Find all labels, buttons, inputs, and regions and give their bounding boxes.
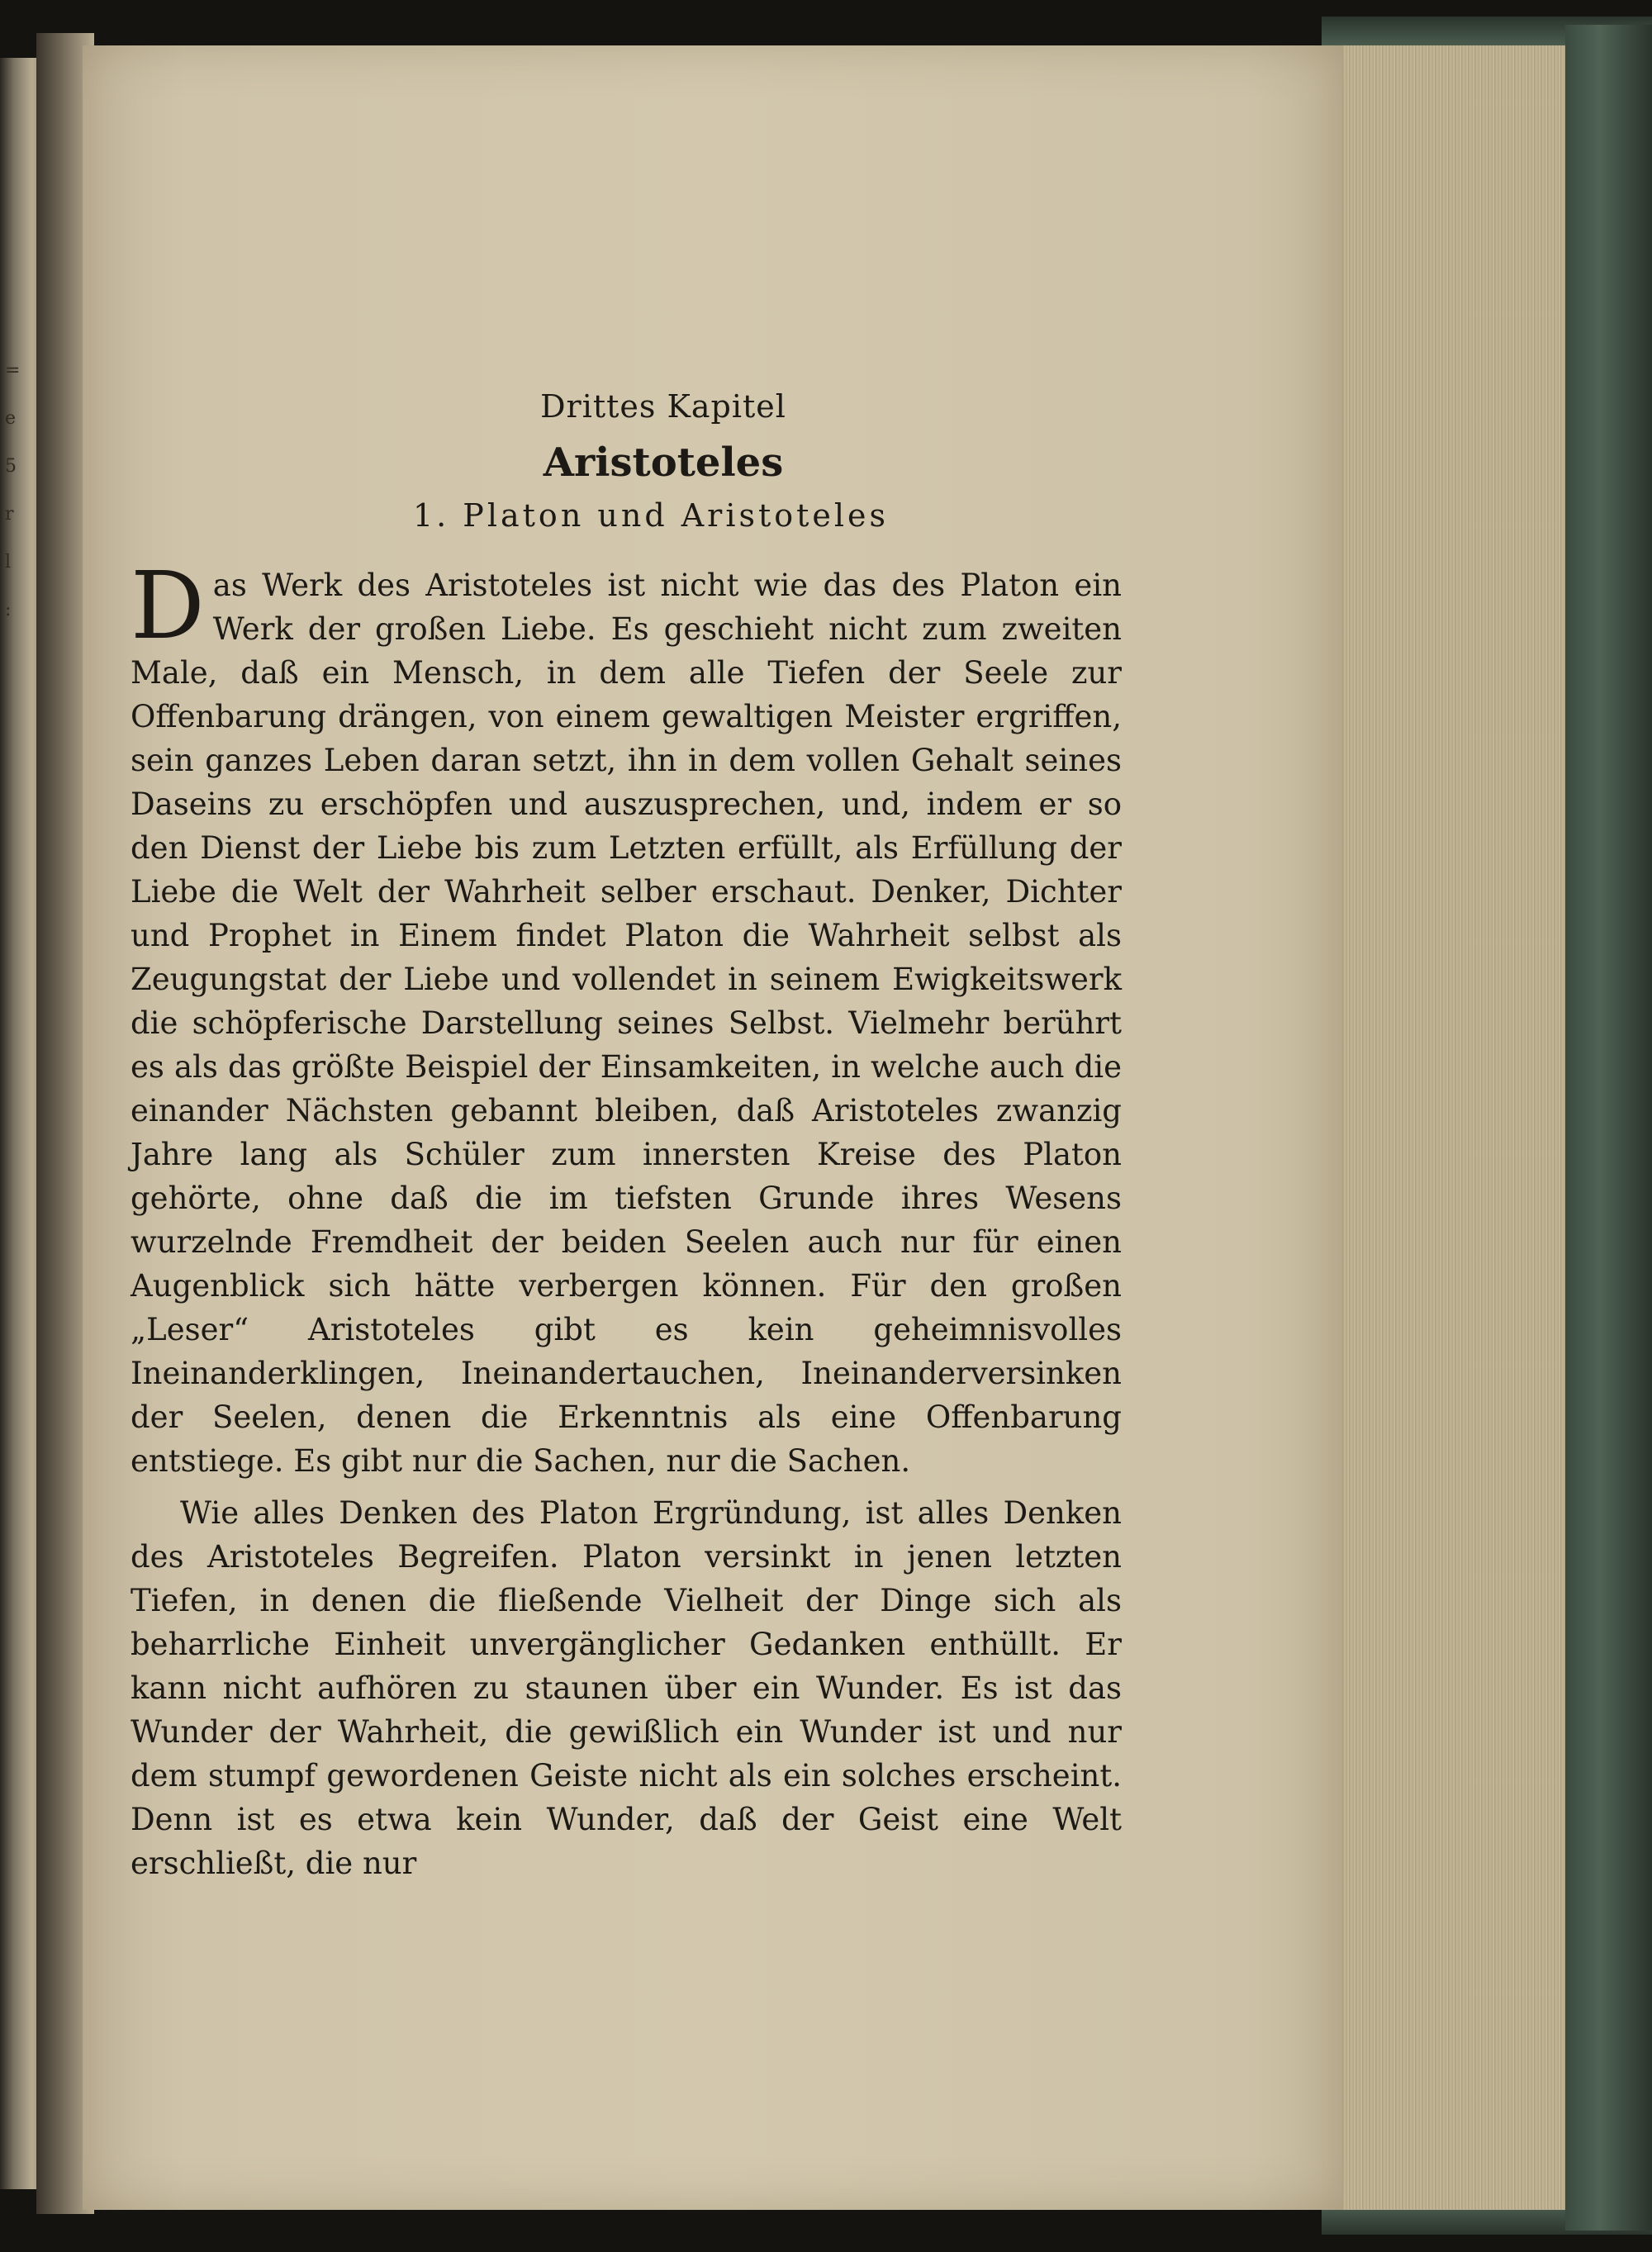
margin-mark: = — [5, 360, 21, 381]
body-text — [131, 553, 1122, 1885]
left-page-margin-marks — [5, 347, 21, 694]
book-cover-right — [1565, 25, 1652, 2231]
chapter-label: Drittes Kapitel — [540, 388, 786, 425]
page-text — [131, 363, 1122, 1885]
chapter-title: Aristoteles — [543, 439, 784, 486]
margin-mark: e — [5, 408, 17, 429]
left-page-edge — [0, 58, 40, 2189]
margin-mark: r — [5, 504, 14, 525]
paragraph-text: Wie alles Denken des Platon Ergründung, ist alles Denken des Aristoteles Begreifen. Platon versinkt in jenen letzten Tiefen, in denen die fließende Vielheit der Dinge sich als beharrliche Einheit unvergänglicher Gedanken enthüllt. Er kann nicht aufhören zu staunen über ein Wunder. Es ist das Wunder der Wahrheit, die gewißlich ein Wunder ist und nur dem stumpf gewordenen Geiste nicht als ein solches erscheint. Denn ist es etwa kein Wunder, daß der Geist eine Welt erschließt, die nur — [131, 1495, 1122, 1881]
drop-cap: D — [131, 553, 205, 660]
paragraph-text: as Werk des Aristoteles ist nicht wie das des Platon ein Werk der großen Liebe. Es geschieht nicht zum zweiten Male, daß ein Mensch, in dem alle Tiefen der Seele zur Offenbarung drängen, von einem gewaltigen Meister ergriffen, sein ganzes Leben daran setzt, ihn in dem vollen Gehalt seines Daseins zu erschöpfen und auszusprechen, und, indem er so den Dienst der Liebe bis zum Letzten erfüllt, als Erfüllung der Liebe die Welt der Wahrheit selber erschaut. Denker, Dichter und Prophet in Einem findet Platon die Wahrheit selbst als Zeugungstat der Liebe und vollendet in seinem Ewigkeitswerk die schöpferische Darstellung seines Selbst. Vielmehr berührt es als das größte Beispiel der Einsamkeiten, in welche auch die einander Nächsten gebannt bleiben, daß Aristoteles zwanzig Jahre lang als Schüler zum innersten Kreise des Platon gehörte, ohne daß die im tiefsten Grunde ihres Wesens wurzelnde Fremdheit der beiden Seelen auch nur für einen Augenblick sich hätte verbergen können. Für den großen „Leser“ Aristoteles gibt es kein geheimnisvolles Ineinanderklingen, Ineinandertauchen, Ineinanderversinken der Seelen, denen die Erkenntnis als eine Offenbarung entstiege. Es gibt nur die Sachen, nur die Sachen. — [131, 568, 1122, 1479]
paragraph — [131, 553, 1122, 1483]
paragraph — [131, 1491, 1122, 1885]
margin-mark: : — [5, 600, 12, 620]
page-block-fore-edge — [1342, 45, 1565, 2210]
section-title: 1. Platon und Aristoteles — [412, 497, 890, 534]
margin-mark: 5 — [5, 456, 17, 477]
margin-mark: l — [5, 552, 12, 573]
